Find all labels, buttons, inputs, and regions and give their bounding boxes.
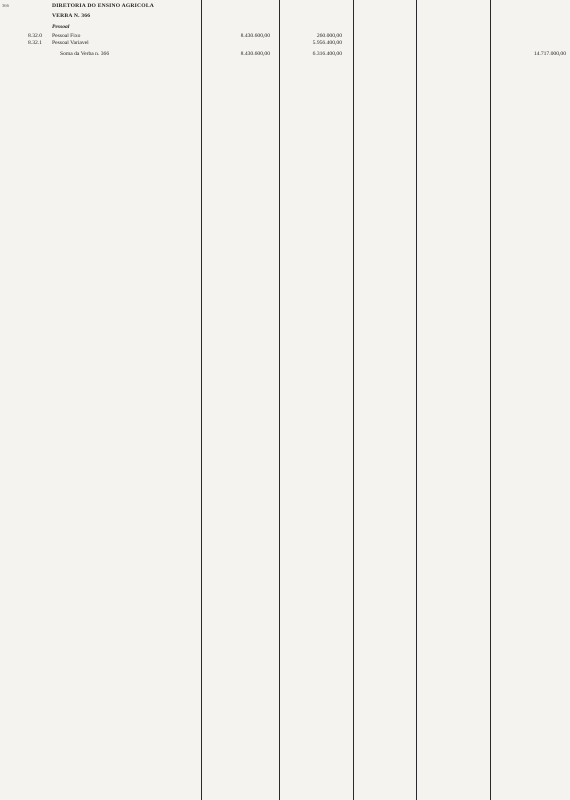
column-rule [201, 0, 202, 800]
amount-c1: 8.430.600,00 [240, 33, 270, 39]
column-rule [353, 0, 354, 800]
description: Soma da Verba n. 366 [60, 51, 110, 57]
column-rule [416, 0, 417, 800]
amount-c1: 8.430.600,00 [240, 51, 270, 57]
account-code: 8.32.0 [28, 33, 42, 39]
reference-number: 366 [2, 3, 9, 8]
amount-c2: 260.000,00 [316, 33, 342, 39]
description: Pessoal [52, 24, 70, 30]
column-rule [279, 0, 280, 800]
description: VERBA N. 366 [52, 13, 91, 19]
description: Pessoal Fixo [52, 33, 81, 39]
column-rule [490, 0, 491, 800]
account-code: 8.32.1 [28, 40, 42, 46]
amount-c5: 14.717.000,00 [533, 51, 566, 57]
amount-c2: 6.316.400,00 [312, 51, 342, 57]
description: Pessoal Variavel [52, 40, 89, 46]
description: DIRETORIA DO ENSINO AGRICOLA [52, 3, 155, 9]
amount-c2: 5.956.400,00 [312, 40, 342, 46]
